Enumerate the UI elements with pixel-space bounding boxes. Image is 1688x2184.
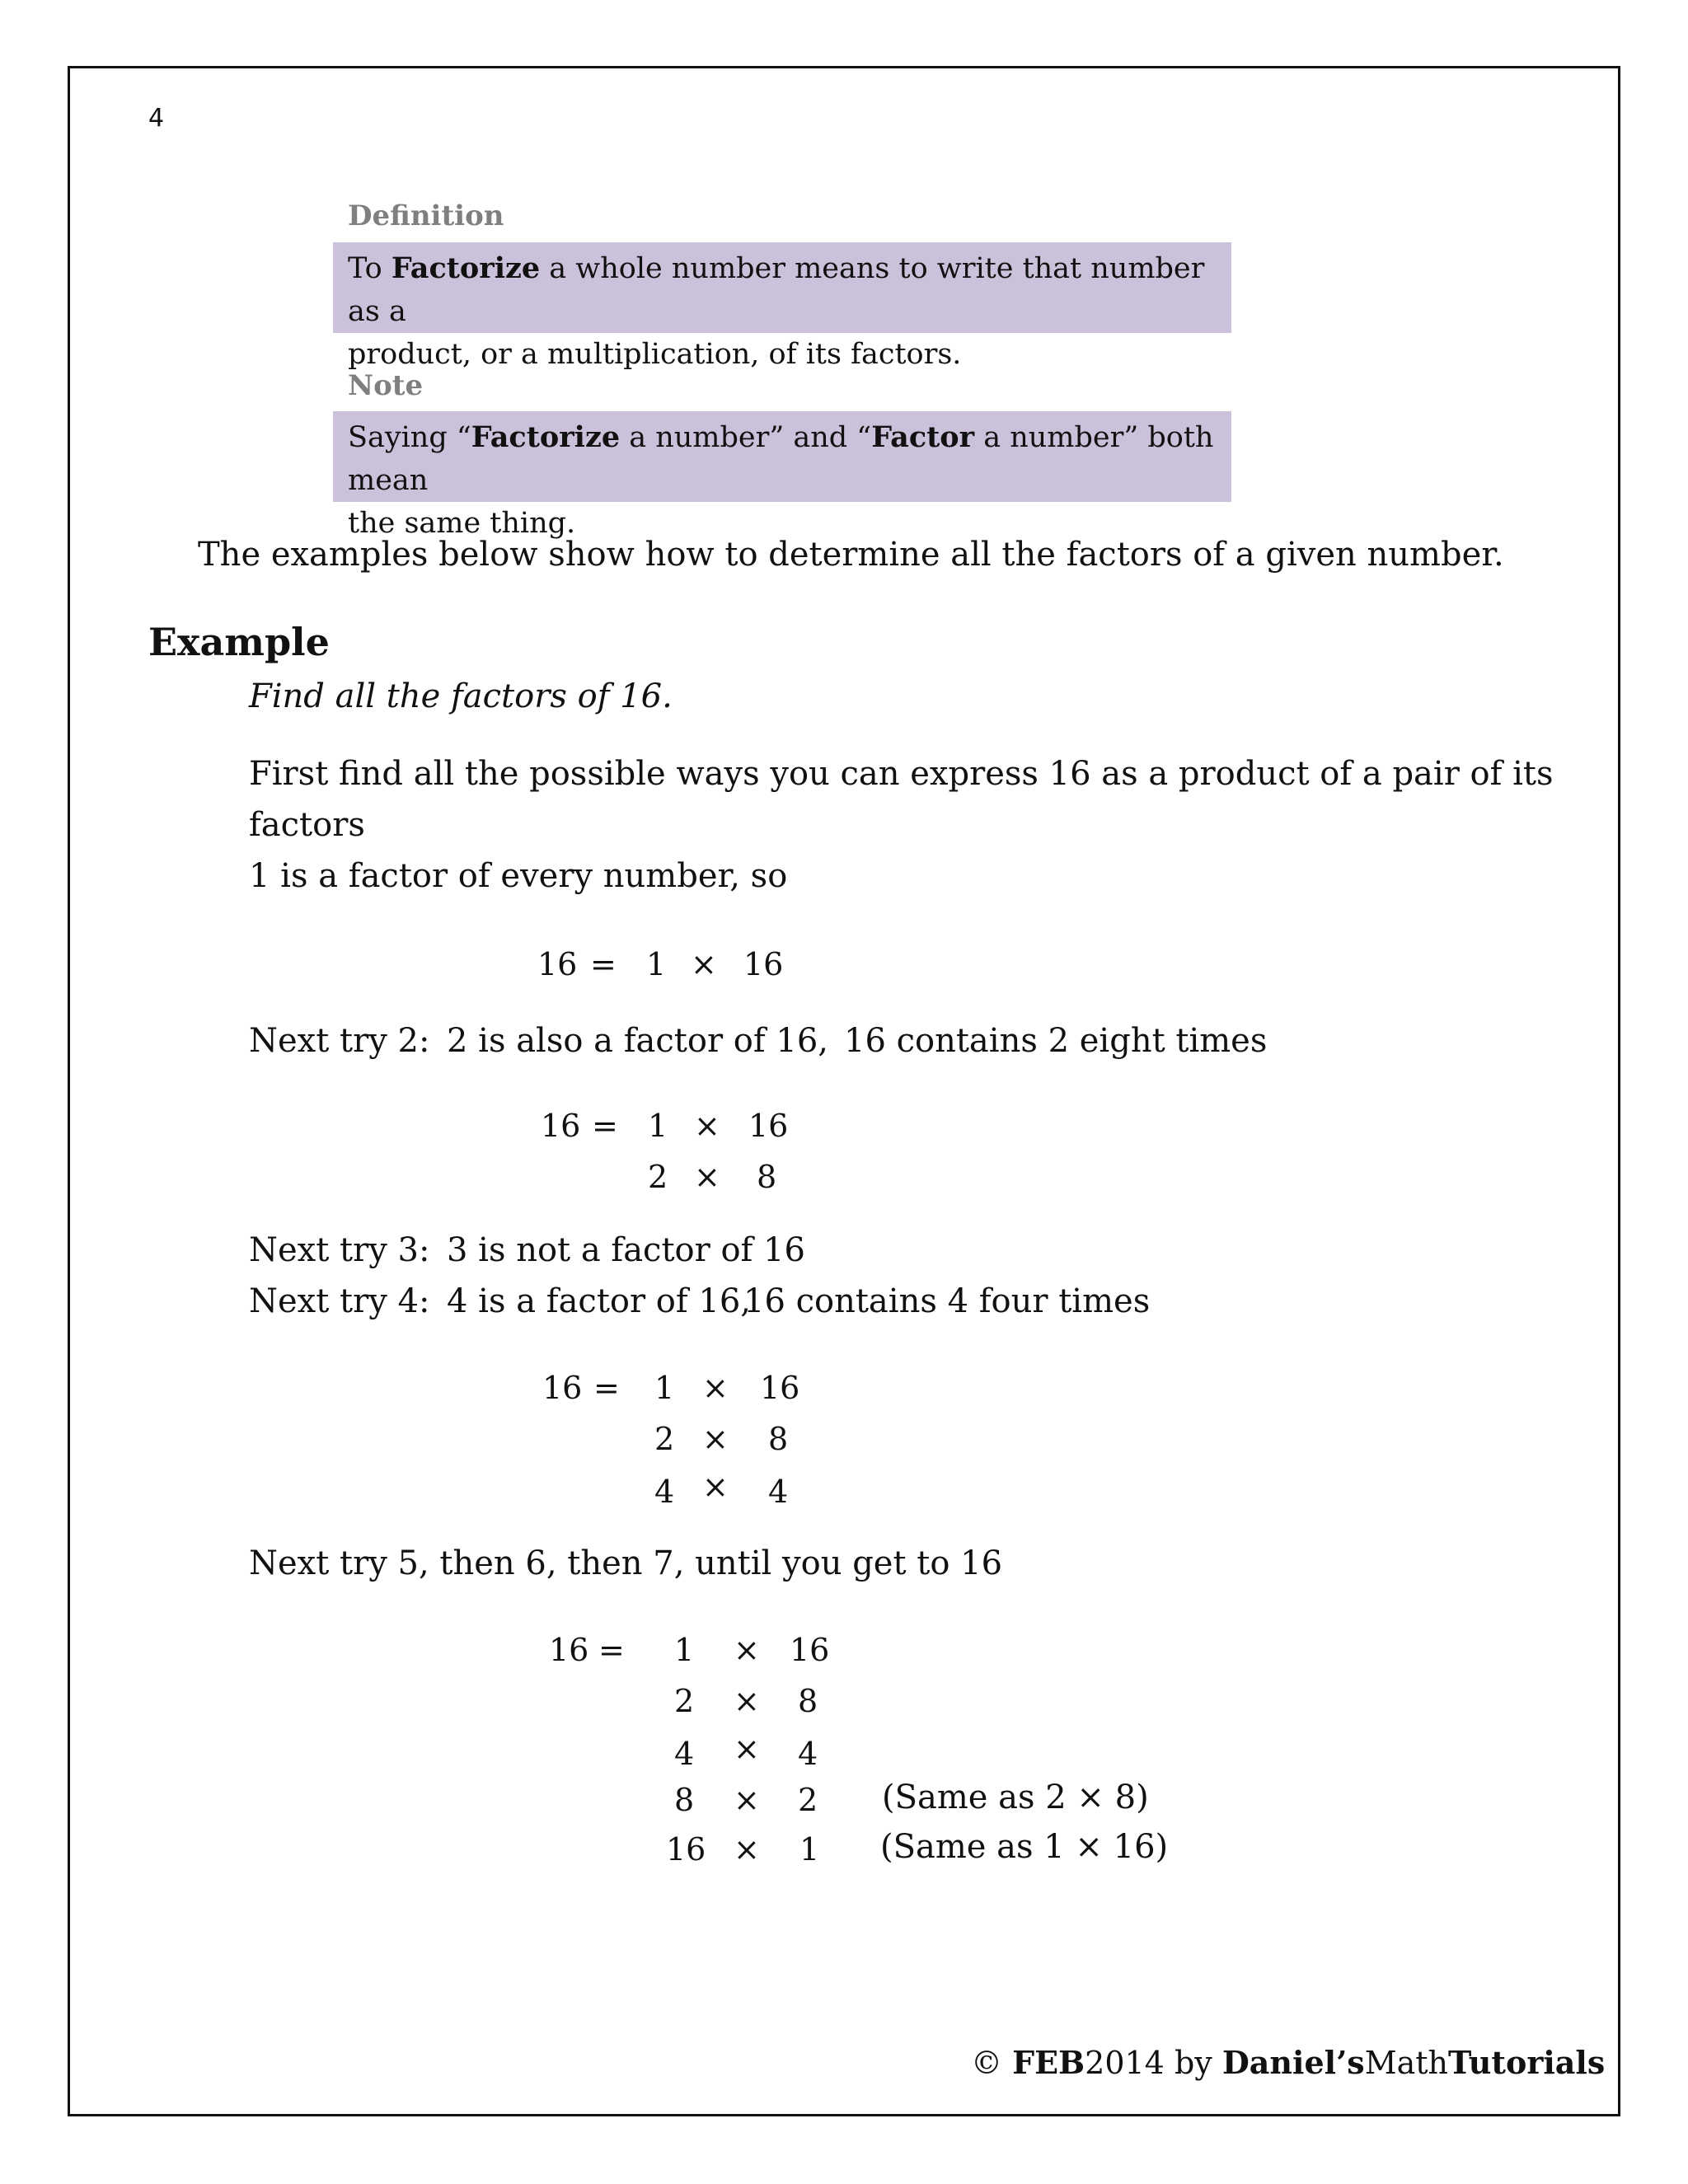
eq4-row3-b: 4 bbox=[798, 1736, 818, 1772]
eq4-row3-a: 4 bbox=[674, 1736, 695, 1772]
eq3-equals: = bbox=[593, 1370, 620, 1406]
try3-text: 3 is not a factor of 16 bbox=[447, 1231, 805, 1269]
eq2-row1-a: 1 bbox=[648, 1108, 668, 1144]
eq3-row3-b: 4 bbox=[768, 1474, 789, 1510]
eq1-lhs: 16 bbox=[537, 946, 578, 982]
note-term-factor: Factor bbox=[871, 420, 975, 454]
eq1-row1-b: 16 bbox=[743, 946, 784, 982]
eq3-row2-b: 8 bbox=[768, 1421, 789, 1457]
try2-text-b: 16 contains 2 eight times bbox=[844, 1022, 1268, 1060]
eq4-row5-note: (Same as 1 × 16) bbox=[880, 1828, 1169, 1866]
try4-text-a: 4 is a factor of 16, bbox=[447, 1282, 752, 1320]
definition-term: Factorize bbox=[391, 251, 541, 285]
eq1-row1-a: 1 bbox=[646, 946, 667, 982]
intro-text: The examples below show how to determine all the factors of a given number. bbox=[198, 536, 1504, 574]
eq4-row5-a: 16 bbox=[666, 1831, 706, 1868]
eq3-row1-b: 16 bbox=[760, 1370, 800, 1406]
step1-line-3: 1 is a factor of every number, so bbox=[249, 857, 788, 895]
definition-line-2: product, or a multiplication, of its factors. bbox=[348, 338, 962, 371]
eq4-row1-a: 1 bbox=[674, 1632, 695, 1668]
note-box bbox=[333, 411, 1231, 540]
eq3-row2-a: 2 bbox=[654, 1421, 675, 1457]
eq2-row1-times: × bbox=[694, 1108, 720, 1144]
eq4-lhs: 16 bbox=[549, 1632, 589, 1668]
footer-feb: FEB bbox=[1012, 2044, 1085, 2081]
step1-line-1: First find all the possible ways you can express 16 as a product of a pair of its bbox=[249, 755, 1554, 793]
definition-label: Definition bbox=[348, 199, 504, 232]
try2-label: Next try 2: bbox=[249, 1022, 430, 1060]
definition-text-post: a whole number means to write that number as a bbox=[348, 252, 1205, 328]
eq3-row1-a: 1 bbox=[654, 1370, 675, 1406]
footer-tutorials: Tutorials bbox=[1448, 2044, 1606, 2081]
footer-year: 2014 by bbox=[1085, 2045, 1222, 2081]
eq2-equals: = bbox=[592, 1108, 618, 1144]
try4-label: Next try 4: bbox=[249, 1282, 430, 1320]
note-line-1 bbox=[348, 416, 1217, 502]
try-rest-text: Next try 5, then 6, then 7, until you get to 16 bbox=[249, 1544, 1003, 1582]
eq4-row4-a: 8 bbox=[674, 1782, 695, 1818]
eq4-row1-b: 16 bbox=[790, 1632, 830, 1668]
note-term-factorize: Factorize bbox=[471, 420, 621, 454]
note-text-a: Saying “ bbox=[348, 421, 471, 454]
eq4-row2-times: × bbox=[734, 1683, 760, 1719]
footer-copyright bbox=[971, 2044, 1605, 2081]
eq2-row2-b: 8 bbox=[757, 1159, 777, 1195]
eq2-row1-b: 16 bbox=[748, 1108, 789, 1144]
note-line-2: the same thing. bbox=[348, 507, 576, 540]
eq3-row3-a: 4 bbox=[654, 1474, 675, 1510]
try2-text-a: 2 is also a factor of 16, bbox=[447, 1022, 828, 1060]
eq4-row3-times: × bbox=[734, 1731, 760, 1767]
note-label: Note bbox=[348, 369, 424, 402]
eq2-row2-a: 2 bbox=[648, 1159, 668, 1195]
eq4-row1-times: × bbox=[734, 1632, 760, 1668]
eq4-row5-times: × bbox=[734, 1831, 760, 1868]
note-text-c: a number” and “ bbox=[620, 421, 872, 454]
eq2-row2-times: × bbox=[694, 1159, 720, 1195]
eq3-row3-times: × bbox=[702, 1469, 729, 1505]
eq4-row2-a: 2 bbox=[674, 1683, 695, 1719]
definition-box bbox=[333, 242, 1231, 371]
try3-label: Next try 3: bbox=[249, 1231, 430, 1269]
example-heading: Example bbox=[148, 620, 330, 664]
step1-line-2: factors bbox=[249, 806, 365, 844]
eq4-row4-note: (Same as 2 × 8) bbox=[882, 1779, 1149, 1816]
eq4-row4-times: × bbox=[734, 1782, 760, 1818]
eq4-row5-b: 1 bbox=[799, 1831, 820, 1868]
eq4-row4-b: 2 bbox=[798, 1782, 818, 1818]
eq4-equals: = bbox=[598, 1632, 625, 1668]
eq3-row1-times: × bbox=[702, 1370, 729, 1406]
eq3-lhs: 16 bbox=[542, 1370, 583, 1406]
eq4-row2-b: 8 bbox=[798, 1683, 818, 1719]
definition-text-pre: To bbox=[348, 252, 392, 285]
eq2-lhs: 16 bbox=[541, 1108, 581, 1144]
eq3-row2-times: × bbox=[702, 1421, 729, 1457]
try4-text-b: 16 contains 4 four times bbox=[743, 1282, 1151, 1320]
copyright-symbol: © bbox=[971, 2045, 1002, 2081]
footer-math: Math bbox=[1364, 2045, 1449, 2081]
note-text-e: a number” both mean bbox=[348, 421, 1214, 497]
example-prompt: Find all the factors of 16. bbox=[249, 677, 673, 715]
eq1-row1-times: × bbox=[691, 946, 717, 982]
eq1-equals: = bbox=[590, 946, 617, 982]
page-number: 4 bbox=[148, 104, 165, 133]
definition-line-1 bbox=[348, 247, 1217, 333]
footer-daniels: Daniel’s bbox=[1221, 2044, 1365, 2081]
